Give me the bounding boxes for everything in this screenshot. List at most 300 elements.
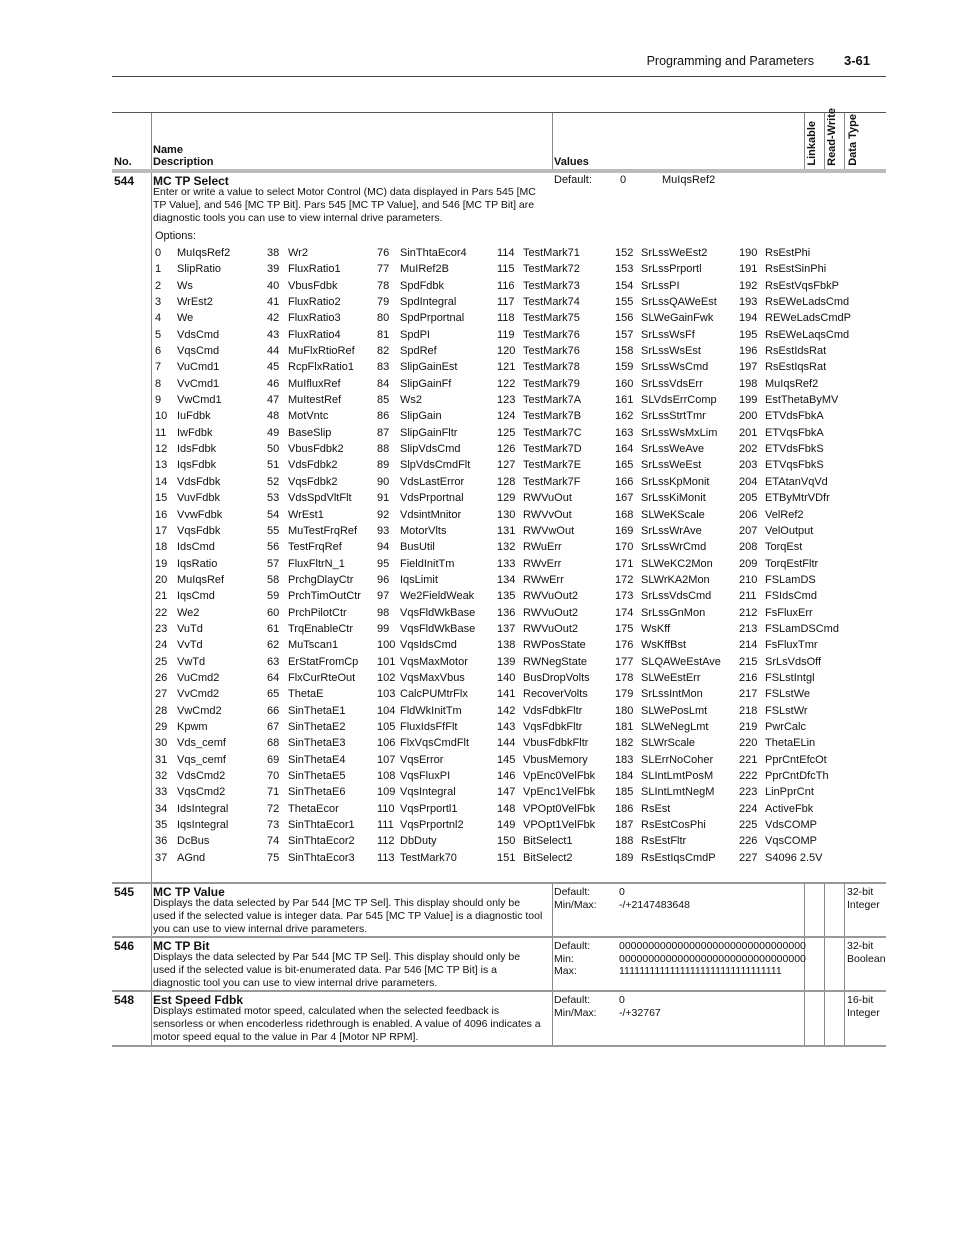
option-number: 33 bbox=[155, 786, 168, 799]
option-number: 202 bbox=[739, 443, 758, 456]
option-name: VqsFldWkBase bbox=[400, 606, 476, 619]
option-name: SrLssWrAve bbox=[641, 524, 702, 537]
header-rule bbox=[112, 76, 886, 77]
option-name: FSLamDS bbox=[765, 573, 816, 586]
option-number: 212 bbox=[739, 606, 758, 619]
option-name: Vds_cemf bbox=[177, 737, 226, 750]
option-number: 56 bbox=[267, 541, 280, 554]
param-row-545 bbox=[112, 884, 886, 938]
option-name: PrchPilotCtr bbox=[288, 606, 347, 619]
option-name: SlipGainFf bbox=[400, 377, 452, 390]
option-name: VqsFluxPI bbox=[400, 770, 451, 782]
option-name: RWVuOut2 bbox=[523, 590, 579, 603]
default-name: MuIqsRef2 bbox=[662, 174, 716, 186]
option-name: RsEstVqsFbkP bbox=[765, 279, 839, 292]
option-name: WsKff bbox=[641, 622, 671, 635]
option-name: PwrCalc bbox=[765, 720, 806, 733]
option-number: 47 bbox=[267, 394, 280, 407]
option-name: VbusFdbk2 bbox=[288, 443, 344, 456]
option-number: 72 bbox=[267, 802, 280, 815]
option-number: 169 bbox=[615, 524, 634, 537]
option-number: 52 bbox=[267, 475, 280, 488]
param-name: MC TP Bit bbox=[153, 939, 210, 953]
option-name: Ws bbox=[177, 279, 193, 292]
column-divider bbox=[804, 113, 805, 169]
option-name: RsEstSinPhi bbox=[765, 263, 827, 276]
option-name: We bbox=[177, 312, 194, 325]
option-number: 197 bbox=[739, 361, 758, 374]
option-number: 225 bbox=[739, 819, 758, 832]
option-name: ETVqsFbkS bbox=[765, 459, 824, 472]
option-name: RWPosState bbox=[523, 639, 586, 652]
option-number: 186 bbox=[615, 802, 634, 815]
option-number: 60 bbox=[267, 606, 280, 619]
option-name: VqsMaxVbus bbox=[400, 671, 465, 684]
option-number: 18 bbox=[155, 541, 168, 554]
option-name: RWVuOut bbox=[523, 492, 572, 505]
option-number: 104 bbox=[377, 704, 396, 717]
option-number: 97 bbox=[377, 590, 390, 603]
option-number: 101 bbox=[377, 655, 396, 668]
option-name: SLQAWeEstAve bbox=[641, 655, 721, 668]
option-number: 137 bbox=[497, 622, 516, 635]
data-type bbox=[847, 994, 880, 1019]
option-name: RWuErr bbox=[523, 541, 562, 554]
option-name: SinThetaE4 bbox=[288, 753, 346, 766]
option-name: SrLssWrCmd bbox=[641, 541, 707, 554]
column-divider bbox=[151, 992, 152, 1045]
option-number: 38 bbox=[267, 247, 280, 259]
option-number: 100 bbox=[377, 639, 396, 652]
option-number: 125 bbox=[497, 426, 516, 439]
option-name: PrchTimOutCtr bbox=[288, 590, 361, 603]
header-name-desc bbox=[153, 144, 214, 168]
option-name: VdsCOMP bbox=[765, 819, 817, 832]
option-name: SinThetaE5 bbox=[288, 770, 346, 782]
option-number: 109 bbox=[377, 786, 396, 799]
option-number: 192 bbox=[739, 279, 758, 292]
option-name: IqsLimit bbox=[400, 573, 438, 586]
option-number: 53 bbox=[267, 492, 280, 505]
option-name: TestMark76 bbox=[523, 345, 580, 358]
option-number: 13 bbox=[155, 459, 168, 472]
option-name: FSLstWr bbox=[765, 704, 808, 717]
option-number: 168 bbox=[615, 508, 634, 521]
option-name: Vqs_cemf bbox=[177, 753, 226, 766]
option-name: SrLssKiMonit bbox=[641, 492, 706, 505]
option-name: VvwFdbk bbox=[177, 508, 223, 521]
option-number: 178 bbox=[615, 671, 634, 684]
option-number: 219 bbox=[739, 720, 758, 733]
param-description: Displays the data selected by Par 544 [MC TP Sel]. This display should only be used if the selected value is integer data. Par 545 [MC TP Value] is a diagnostic tool you can use to view internal drive parameters. bbox=[153, 897, 543, 935]
option-name: FsFluxTmr bbox=[765, 639, 818, 652]
option-number: 41 bbox=[267, 296, 280, 309]
option-name: BitSelect2 bbox=[523, 851, 573, 864]
option-number: 2 bbox=[155, 279, 162, 292]
option-name: WsKffBst bbox=[641, 639, 687, 652]
option-number: 165 bbox=[615, 459, 634, 472]
param-number: 544 bbox=[114, 174, 135, 188]
option-number: 71 bbox=[267, 786, 280, 799]
param-row-548 bbox=[112, 992, 886, 1047]
option-name: SrLsVdsOff bbox=[765, 655, 822, 668]
option-name: VelRef2 bbox=[765, 508, 804, 521]
option-name: ThetaELin bbox=[765, 737, 816, 750]
option-name: MuIqsRef2 bbox=[177, 247, 231, 259]
option-name: TestMark7C bbox=[523, 426, 582, 439]
header-data-type: Data Type bbox=[847, 114, 859, 166]
option-name: VpEnc1VelFbk bbox=[523, 786, 596, 799]
option-number: 98 bbox=[377, 606, 390, 619]
option-number: 37 bbox=[155, 851, 168, 864]
option-name: VdsFdbk2 bbox=[288, 459, 338, 472]
option-name: SrLssGnMon bbox=[641, 606, 706, 619]
option-number: 12 bbox=[155, 443, 168, 456]
option-number: 160 bbox=[615, 377, 634, 390]
option-name: RsEstCosPhi bbox=[641, 819, 706, 832]
option-number: 201 bbox=[739, 426, 758, 439]
option-number: 8 bbox=[155, 377, 162, 390]
option-number: 95 bbox=[377, 557, 390, 570]
value: 0 bbox=[619, 886, 625, 898]
option-name: VelOutput bbox=[765, 524, 814, 537]
option-name: VqsCOMP bbox=[765, 835, 817, 848]
option-number: 117 bbox=[497, 296, 515, 309]
option-name: We2FieldWeak bbox=[400, 590, 475, 603]
option-number: 152 bbox=[615, 247, 634, 259]
option-name: BusUtil bbox=[400, 541, 435, 554]
option-name: VdsCmd bbox=[177, 328, 220, 341]
option-name: VwCmd2 bbox=[177, 704, 222, 717]
header-linkable: Linkable bbox=[806, 121, 818, 166]
value: 00000000000000000000000000000000 bbox=[619, 952, 806, 965]
option-name: FieldInitTm bbox=[400, 557, 455, 570]
column-divider bbox=[844, 992, 845, 1045]
default-label: Default: bbox=[554, 174, 592, 186]
option-name: TestMark7F bbox=[523, 475, 581, 488]
option-name: RsEstFltr bbox=[641, 835, 687, 848]
option-name: TestMark76 bbox=[523, 328, 580, 341]
data-type-size: 16-bit bbox=[847, 994, 874, 1006]
option-name: VqsCmd2 bbox=[177, 786, 226, 799]
option-number: 218 bbox=[739, 704, 758, 717]
option-number: 135 bbox=[497, 590, 516, 603]
option-number: 73 bbox=[267, 819, 280, 832]
option-name: FlxVqsCmdFlt bbox=[400, 737, 470, 750]
option-number: 203 bbox=[739, 459, 758, 472]
option-name: VdsPrportnal bbox=[400, 492, 464, 505]
option-number: 88 bbox=[377, 443, 390, 456]
option-name: SrLssWsFf bbox=[641, 328, 695, 341]
option-name: MuTestFrqRef bbox=[288, 524, 358, 537]
option-number: 68 bbox=[267, 737, 280, 750]
option-name: SLWeEstErr bbox=[641, 671, 701, 684]
option-name: RWwErr bbox=[523, 573, 564, 586]
default-value: 0 bbox=[620, 174, 627, 186]
option-number: 163 bbox=[615, 426, 634, 439]
option-name: ThetaE bbox=[288, 688, 324, 701]
option-number: 130 bbox=[497, 508, 516, 521]
option-name: IwFdbk bbox=[177, 426, 213, 439]
option-name: VqsPrportnl2 bbox=[400, 819, 464, 832]
param-description: Enter or write a value to select Motor Control (MC) data displayed in Pars 545 [MC TP Value], and 546 [MC TP Bit]. Pars 545 [MC TP Value], and 546 [MC TP Bit] are diagnostic tools you can use to view internal drive parameters. bbox=[153, 186, 536, 224]
header-description: Description bbox=[153, 156, 214, 168]
option-number: 46 bbox=[267, 377, 280, 390]
header-name: Name bbox=[153, 144, 183, 156]
param-description: Displays the data selected by Par 544 [MC TP Sel]. This display should only be used if the selected value is bit-enumerated data. Par 546 [MC TP Bit] is a diagnostic tool you can use to view internal drive parameters. bbox=[153, 951, 521, 989]
option-number: 181 bbox=[615, 720, 634, 733]
option-number: 113 bbox=[377, 851, 395, 864]
option-name: MotorVlts bbox=[400, 524, 447, 537]
value-label: Min/Max: bbox=[554, 898, 597, 911]
value: 00000000000000000000000000000000 bbox=[619, 940, 806, 952]
option-name: VpEnc0VelFbk bbox=[523, 770, 596, 782]
option-name: TestMark72 bbox=[523, 263, 580, 276]
option-number: 115 bbox=[497, 263, 515, 276]
option-name: SrLssWeEst2 bbox=[641, 247, 708, 259]
option-number: 157 bbox=[615, 328, 634, 341]
option-number: 66 bbox=[267, 704, 280, 717]
option-number: 170 bbox=[615, 541, 634, 554]
value: -/+2147483648 bbox=[619, 898, 690, 911]
option-name: VvCmd1 bbox=[177, 377, 220, 390]
option-number: 59 bbox=[267, 590, 280, 603]
param-name: MC TP Value bbox=[153, 885, 225, 899]
option-name: TestMark7D bbox=[523, 443, 582, 456]
option-name: MuTscan1 bbox=[288, 639, 339, 652]
option-number: 196 bbox=[739, 345, 758, 358]
option-number: 175 bbox=[615, 622, 634, 635]
header-no: No. bbox=[114, 156, 132, 168]
option-number: 85 bbox=[377, 394, 390, 407]
option-number: 31 bbox=[155, 753, 168, 766]
option-number: 133 bbox=[497, 557, 516, 570]
option-name: Wr2 bbox=[288, 247, 308, 259]
option-number: 193 bbox=[739, 296, 758, 309]
option-number: 69 bbox=[267, 753, 280, 766]
option-name: SinThetaE6 bbox=[288, 786, 346, 799]
option-name: VbusFdbk bbox=[288, 279, 338, 292]
option-name: VvCmd2 bbox=[177, 688, 220, 701]
option-number: 198 bbox=[739, 377, 758, 390]
option-number: 65 bbox=[267, 688, 280, 701]
option-number: 131 bbox=[497, 524, 516, 537]
column-divider bbox=[151, 938, 152, 990]
option-number: 22 bbox=[155, 606, 168, 619]
option-number: 180 bbox=[615, 704, 634, 717]
param-row-544 bbox=[112, 173, 886, 884]
option-name: SpdRef bbox=[400, 345, 437, 358]
option-number: 146 bbox=[497, 770, 516, 782]
option-number: 177 bbox=[615, 655, 634, 668]
option-name: RWVuOut2 bbox=[523, 622, 579, 635]
option-name: SpdFdbk bbox=[400, 279, 445, 292]
option-number: 57 bbox=[267, 557, 280, 570]
option-number: 211 bbox=[739, 590, 757, 603]
column-divider bbox=[844, 113, 845, 169]
option-name: IdsCmd bbox=[177, 541, 215, 554]
option-name: TestMark7B bbox=[523, 410, 582, 423]
option-number: 91 bbox=[377, 492, 390, 505]
option-number: 17 bbox=[155, 524, 168, 537]
option-number: 155 bbox=[615, 296, 634, 309]
option-number: 89 bbox=[377, 459, 390, 472]
option-number: 151 bbox=[497, 851, 516, 864]
option-name: IqsRatio bbox=[177, 557, 218, 570]
option-name: FluxRatio4 bbox=[288, 328, 341, 341]
option-number: 39 bbox=[267, 263, 280, 276]
option-number: 156 bbox=[615, 312, 634, 325]
option-number: 220 bbox=[739, 737, 758, 750]
option-number: 80 bbox=[377, 312, 390, 325]
option-name: SLIntLmtNegM bbox=[641, 786, 715, 799]
param-name: MC TP Select bbox=[153, 174, 229, 188]
option-name: SrLssVdsCmd bbox=[641, 590, 712, 603]
column-divider bbox=[552, 113, 553, 169]
option-number: 226 bbox=[739, 835, 758, 848]
option-number: 122 bbox=[497, 377, 516, 390]
option-number: 149 bbox=[497, 819, 516, 832]
option-name: FSLamDSCmd bbox=[765, 622, 839, 635]
option-name: PprCntEfcOt bbox=[765, 753, 827, 766]
data-type-kind: Integer bbox=[847, 898, 880, 911]
option-name: TrqEnableCtr bbox=[288, 622, 354, 635]
option-name: ErStatFromCp bbox=[288, 655, 359, 668]
option-number: 148 bbox=[497, 802, 516, 815]
param-row-546 bbox=[112, 938, 886, 992]
option-number: 121 bbox=[497, 361, 516, 374]
option-name: ETVdsFbkA bbox=[765, 410, 824, 423]
option-number: 210 bbox=[739, 573, 758, 586]
option-name: BaseSlip bbox=[288, 426, 332, 439]
option-name: SLWrScale bbox=[641, 737, 696, 750]
option-name: WrEst2 bbox=[177, 296, 213, 309]
page-number: 3-61 bbox=[843, 53, 870, 68]
option-name: RWvErr bbox=[523, 557, 562, 570]
value-label: Default: bbox=[554, 886, 591, 898]
option-number: 182 bbox=[615, 737, 634, 750]
column-divider bbox=[151, 173, 152, 882]
option-name: VuTd bbox=[177, 622, 203, 635]
option-name: ETVdsFbkS bbox=[765, 443, 824, 456]
option-number: 51 bbox=[267, 459, 280, 472]
option-name: SrLssWsCmd bbox=[641, 361, 709, 374]
option-number: 221 bbox=[739, 753, 758, 766]
section-title: Programming and Parameters bbox=[646, 54, 814, 68]
option-name: ETByMtrVDfr bbox=[765, 492, 830, 505]
option-number: 15 bbox=[155, 492, 168, 505]
option-number: 126 bbox=[497, 443, 516, 456]
option-name: RsEstPhi bbox=[765, 247, 811, 259]
option-name: FSLstIntgl bbox=[765, 671, 815, 684]
option-number: 24 bbox=[155, 639, 168, 652]
option-name: VvTd bbox=[177, 639, 203, 652]
option-name: ETVqsFbkA bbox=[765, 426, 824, 439]
option-number: 49 bbox=[267, 426, 280, 439]
option-name: RcpFlxRatio1 bbox=[288, 361, 355, 374]
data-type-kind: Integer bbox=[847, 1006, 880, 1019]
option-name: FluxRatio2 bbox=[288, 296, 341, 309]
option-name: FldWkInitTm bbox=[400, 704, 462, 717]
option-name: SrLssWeAve bbox=[641, 443, 705, 456]
option-number: 30 bbox=[155, 737, 168, 750]
param-number: 548 bbox=[114, 993, 135, 1007]
header-read-write: Read-Write bbox=[826, 108, 838, 166]
option-name: RWVvOut bbox=[523, 508, 572, 521]
option-number: 127 bbox=[497, 459, 516, 472]
option-number: 77 bbox=[377, 263, 390, 276]
option-name: SLWePosLmt bbox=[641, 704, 708, 717]
option-number: 143 bbox=[497, 720, 516, 733]
param-name: Est Speed Fdbk bbox=[153, 993, 244, 1007]
option-number: 161 bbox=[615, 394, 634, 407]
option-number: 171 bbox=[615, 557, 634, 570]
option-name: MuFlxRtioRef bbox=[288, 345, 355, 358]
option-number: 3 bbox=[155, 296, 162, 309]
option-name: FSLstWe bbox=[765, 688, 811, 701]
option-number: 204 bbox=[739, 475, 758, 488]
column-divider bbox=[844, 938, 845, 990]
option-name: FluxFltrN_1 bbox=[288, 557, 345, 570]
option-name: SpdIntegral bbox=[400, 296, 457, 309]
option-name: FluxRatio1 bbox=[288, 263, 341, 276]
param-description: Displays estimated motor speed, calculated when the selected feedback is sensorless or when encoderless ridethrough is enabled. A value of 4096 indicates a motor speed equal to the value in Par 4 [Motor NP RPM]. bbox=[153, 1005, 541, 1043]
option-number: 44 bbox=[267, 345, 280, 358]
option-name: WrEst1 bbox=[288, 508, 324, 521]
option-number: 5 bbox=[155, 328, 162, 341]
option-number: 6 bbox=[155, 345, 162, 358]
option-number: 102 bbox=[377, 671, 396, 684]
option-name: VdsintMnitor bbox=[400, 508, 462, 521]
option-number: 1 bbox=[155, 263, 162, 276]
option-number: 40 bbox=[267, 279, 280, 292]
column-divider bbox=[824, 938, 825, 990]
option-number: 139 bbox=[497, 655, 516, 668]
option-number: 81 bbox=[377, 328, 390, 341]
option-name: VdsFdbkFltr bbox=[523, 704, 583, 717]
option-name: FSIdsCmd bbox=[765, 590, 817, 603]
option-name: SinThetaE1 bbox=[288, 704, 346, 717]
option-name: VqsIntegral bbox=[400, 786, 456, 799]
column-divider bbox=[824, 992, 825, 1045]
option-name: ActiveFbk bbox=[765, 802, 814, 815]
option-name: ThetaEcor bbox=[288, 802, 339, 815]
option-name: TestMark7A bbox=[523, 394, 582, 407]
option-number: 35 bbox=[155, 819, 168, 832]
column-divider bbox=[804, 884, 805, 936]
option-number: 185 bbox=[615, 786, 634, 799]
option-number: 141 bbox=[497, 688, 516, 701]
option-name: We2 bbox=[177, 606, 200, 619]
option-number: 183 bbox=[615, 753, 634, 766]
option-name: VbusMemory bbox=[523, 753, 588, 766]
option-number: 63 bbox=[267, 655, 280, 668]
option-name: TorqEst bbox=[765, 541, 803, 554]
option-name: FluxIdsFfFlt bbox=[400, 720, 458, 733]
option-name: VuCmd1 bbox=[177, 361, 220, 374]
option-name: SinThetaE3 bbox=[288, 737, 346, 750]
option-name: SLVdsErrComp bbox=[641, 394, 717, 407]
option-number: 36 bbox=[155, 835, 168, 848]
option-name: REWeLadsCmdP bbox=[765, 312, 851, 325]
option-number: 179 bbox=[615, 688, 634, 701]
option-number: 132 bbox=[497, 541, 516, 554]
option-number: 207 bbox=[739, 524, 758, 537]
option-name: MotVntc bbox=[288, 410, 329, 423]
option-number: 174 bbox=[615, 606, 634, 619]
option-name: ETAtanVqVd bbox=[765, 475, 828, 488]
option-number: 20 bbox=[155, 573, 168, 586]
